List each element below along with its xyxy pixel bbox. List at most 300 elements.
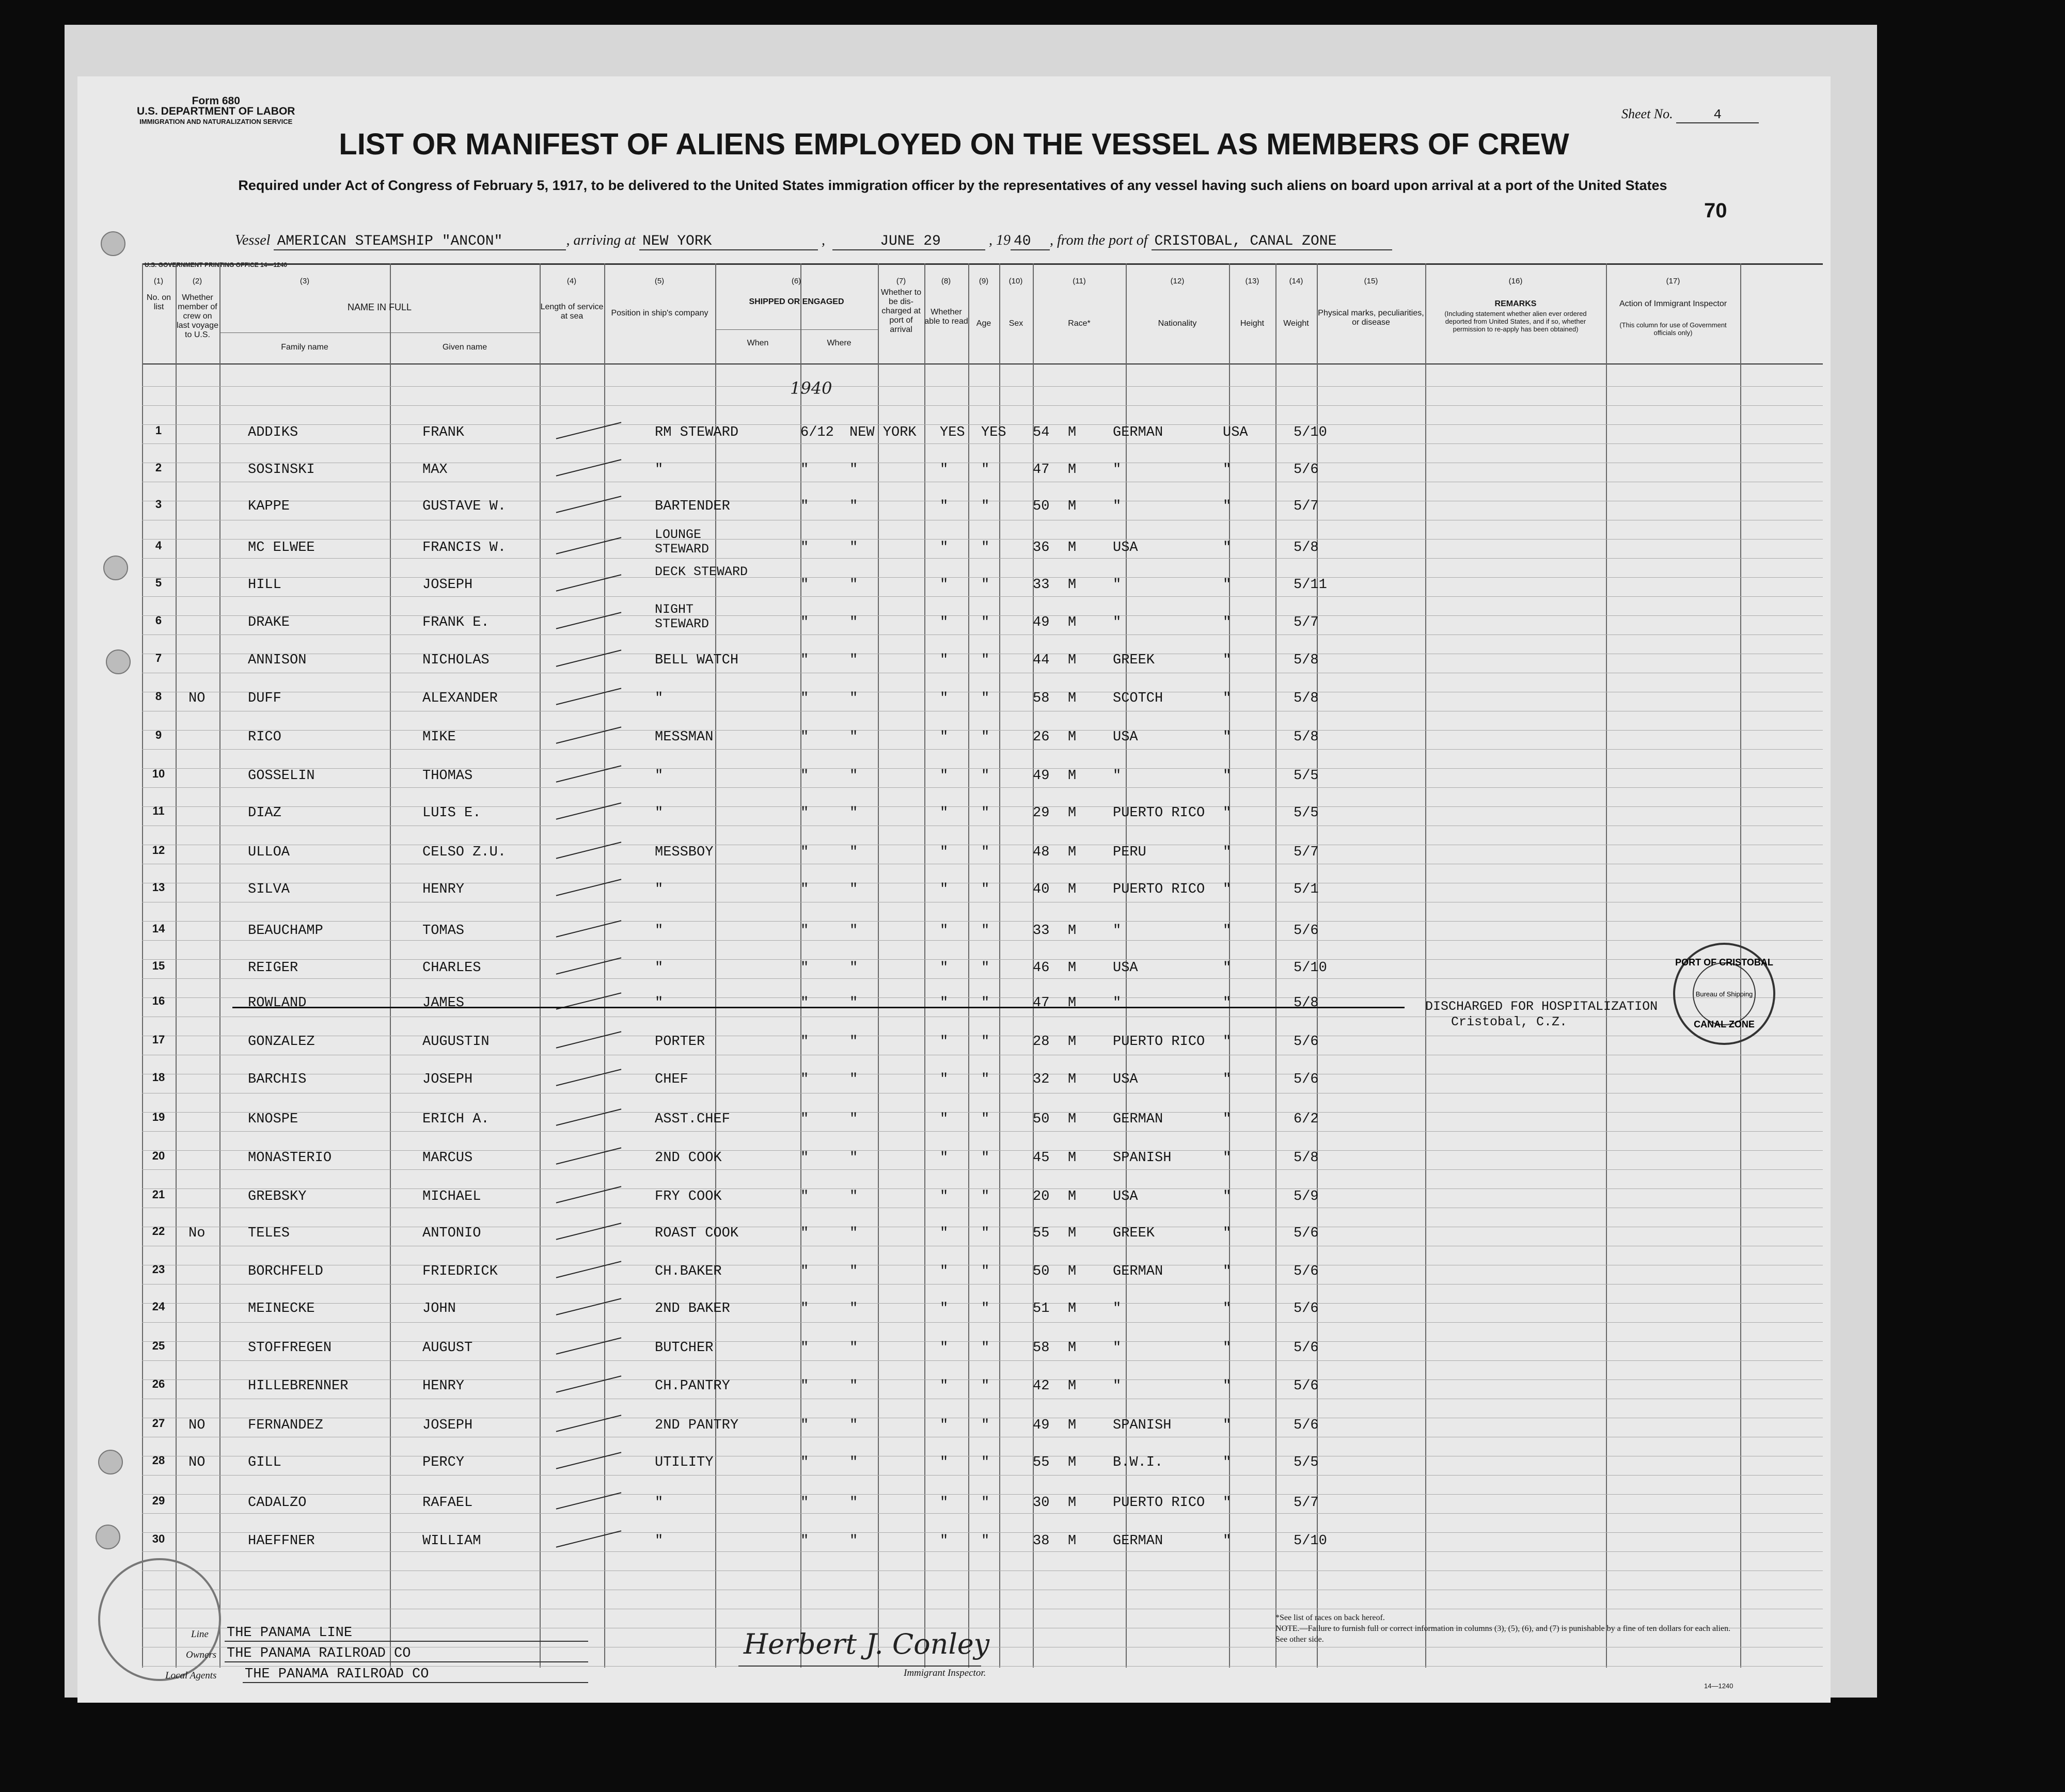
cell-nat: " — [1223, 1495, 1232, 1511]
cell-family: MONASTERIO — [248, 1150, 332, 1166]
cell-when: " — [800, 923, 809, 939]
cell-nat: " — [1223, 768, 1232, 784]
cell-family: ADDIKS — [248, 425, 298, 440]
cell-given: MICHAEL — [422, 1189, 481, 1204]
cell-race: GERMAN — [1113, 425, 1163, 440]
cell-nat: " — [1223, 995, 1232, 1011]
cell-position: CH.PANTRY — [655, 1378, 730, 1394]
ruled-line — [142, 1532, 1823, 1533]
cell-nat: " — [1223, 923, 1232, 939]
ruled-line — [142, 1322, 1823, 1323]
cell-age: 47 — [1033, 462, 1050, 478]
port-stamp — [1673, 943, 1775, 1045]
cell-where: " — [849, 1301, 858, 1317]
cell-sex: M — [1068, 1226, 1077, 1241]
ruled-line — [142, 978, 1823, 979]
cell-sex: M — [1068, 1264, 1077, 1279]
cell-nat: " — [1223, 1226, 1232, 1241]
table-header-border — [142, 363, 1823, 364]
cell-when: " — [800, 1378, 809, 1394]
cell-height: 5/10 — [1294, 1533, 1327, 1549]
cell-sex: M — [1068, 1301, 1077, 1317]
row-number: 2 — [155, 461, 162, 474]
cell-when: " — [800, 577, 809, 593]
cell-age: 48 — [1033, 845, 1050, 860]
cell-sex: M — [1068, 540, 1077, 556]
cell-disch: " — [940, 615, 949, 630]
row-number: 7 — [155, 652, 162, 664]
cell-family: MC ELWEE — [248, 540, 315, 556]
cell-disch: " — [940, 1072, 949, 1087]
cell-where: " — [849, 462, 858, 478]
punch-hole — [101, 231, 125, 256]
cell-when: " — [800, 1301, 809, 1317]
cell-family: SOSINSKI — [248, 462, 315, 478]
cell-height: 5/6 — [1294, 462, 1319, 478]
cell-nat: " — [1223, 1418, 1232, 1433]
cell-race: " — [1113, 615, 1122, 630]
cell-where: " — [849, 882, 858, 897]
cell-age: 30 — [1033, 1495, 1050, 1511]
cell-nat: " — [1223, 653, 1232, 668]
cell-given: NICHOLAS — [422, 653, 490, 668]
column-number: (7) — [896, 277, 906, 286]
inspector-label: Immigrant Inspector. — [904, 1668, 986, 1678]
cell-position: ROAST COOK — [655, 1226, 739, 1241]
cell-nat: " — [1223, 1189, 1232, 1204]
cell-age: 46 — [1033, 960, 1050, 976]
cell-disch: " — [940, 768, 949, 784]
cell-height: 5/8 — [1294, 995, 1319, 1011]
cell-family: DUFF — [248, 691, 281, 706]
cell-where: " — [849, 1150, 858, 1166]
cell-disch: " — [940, 1495, 949, 1511]
cell-sex: M — [1068, 923, 1077, 939]
cell-disch: " — [940, 1455, 949, 1470]
cell-family: KNOSPE — [248, 1112, 298, 1127]
cell-height: 5/6 — [1294, 1418, 1319, 1433]
cell-where: " — [849, 995, 858, 1011]
cell-family: HILLEBRENNER — [248, 1378, 349, 1394]
form-header — [137, 96, 295, 127]
cell-where: " — [849, 1340, 858, 1356]
cell-disch: " — [940, 462, 949, 478]
cell-when: " — [800, 730, 809, 745]
shipped-header-divider — [715, 329, 878, 330]
column-number: (10) — [1008, 277, 1023, 286]
cell-disch: " — [940, 1189, 949, 1204]
cell-height: 5/5 — [1294, 1455, 1319, 1470]
cell-family: STOFFREGEN — [248, 1340, 332, 1356]
cell-position: MESSBOY — [655, 845, 714, 860]
cell-given: CHARLES — [422, 960, 481, 976]
cell-age: 55 — [1033, 1455, 1050, 1470]
ruled-line — [142, 558, 1823, 559]
header-discharged: Whether to be dis-charged at port of arrival — [880, 288, 922, 334]
cell-given: JAMES — [422, 995, 465, 1011]
cell-race: PERU — [1113, 845, 1146, 860]
header-remarks-sub: (Including statement whether alien ever ordered deported from United States, and if so, whether permission to re-apply has been obtained) — [1444, 310, 1587, 333]
length-service-dash — [556, 1261, 622, 1278]
header-weight: Weight — [1283, 319, 1309, 328]
cell-where: " — [849, 923, 858, 939]
cell-height: 5/8 — [1294, 1150, 1319, 1166]
ruled-line — [142, 443, 1823, 444]
row-number: 19 — [152, 1111, 165, 1123]
header-remarks: REMARKS — [1494, 299, 1537, 308]
row-number: 18 — [152, 1071, 165, 1084]
ruled-line — [142, 1551, 1823, 1552]
ruled-line — [142, 539, 1823, 540]
cell-age: 49 — [1033, 1418, 1050, 1433]
header-shipped: SHIPPED OR ENGAGED — [749, 297, 844, 306]
cell-given: ANTONIO — [422, 1226, 481, 1241]
header-position: Position in ship's company — [611, 309, 708, 318]
header-no: No. on list — [146, 293, 171, 311]
cell-read: " — [981, 1340, 990, 1356]
row-number: 5 — [155, 576, 162, 589]
cell-read: " — [981, 1189, 990, 1204]
row-number: 26 — [152, 1377, 165, 1390]
cell-height: 5/11 — [1294, 577, 1327, 593]
cell-race: SPANISH — [1113, 1150, 1172, 1166]
cell-position: NIGHT STEWARD — [655, 602, 710, 631]
cell-disch: " — [940, 1112, 949, 1127]
header-name-full: NAME IN FULL — [347, 302, 412, 312]
cell-family: REIGER — [248, 960, 298, 976]
row-number: 6 — [155, 614, 162, 627]
cell-when: " — [800, 1455, 809, 1470]
cell-given: AUGUSTIN — [422, 1034, 490, 1050]
stamp-art — [1675, 945, 1773, 1043]
length-service-dash — [556, 920, 622, 937]
row-number: 28 — [152, 1454, 165, 1467]
row-number: 24 — [152, 1300, 165, 1313]
cell-sex: M — [1068, 1189, 1077, 1204]
column-number: (5) — [654, 277, 665, 286]
length-service-dash — [556, 957, 622, 974]
ruled-line — [142, 1494, 1823, 1495]
column-number: (17) — [1666, 277, 1680, 286]
owners-value: THE PANAMA RAILROAD CO — [225, 1646, 588, 1662]
cell-when: " — [800, 499, 809, 514]
cell-given: AUGUST — [422, 1340, 473, 1356]
sheet-label: Sheet No. — [1621, 106, 1673, 121]
cell-position: UTILITY — [655, 1455, 714, 1470]
cell-age: 33 — [1033, 577, 1050, 593]
column-divider — [540, 263, 541, 1668]
cell-race: USA — [1113, 1072, 1138, 1087]
cell-position: " — [655, 995, 664, 1011]
cell-where: " — [849, 1072, 858, 1087]
cell-where: " — [849, 1495, 858, 1511]
cell-nat: " — [1223, 577, 1232, 593]
length-service-dash — [556, 1031, 622, 1048]
cell-read: " — [981, 499, 990, 514]
cell-nat: " — [1223, 691, 1232, 706]
cell-where: " — [849, 768, 858, 784]
cell-disch: " — [940, 882, 949, 897]
column-number: (9) — [979, 277, 989, 286]
cell-read: " — [981, 1150, 990, 1166]
cell-height: 5/7 — [1294, 1495, 1319, 1511]
cell-read: " — [981, 768, 990, 784]
note-star: *See list of races on back hereof. — [1275, 1613, 1385, 1622]
punch-hole — [106, 649, 131, 674]
column-number: (2) — [192, 277, 202, 286]
cell-given: JOHN — [422, 1301, 456, 1317]
ruled-line — [142, 959, 1823, 960]
cell-race: PUERTO RICO — [1113, 882, 1205, 897]
cell-disch: " — [940, 1340, 949, 1356]
cell-age: 49 — [1033, 768, 1050, 784]
form-number: Form 680 — [192, 95, 240, 107]
cell-race: " — [1113, 1340, 1122, 1356]
length-service-dash — [556, 688, 622, 705]
cell-height: 5/8 — [1294, 653, 1319, 668]
cell-read: " — [981, 730, 990, 745]
cell-race: GERMAN — [1113, 1112, 1163, 1127]
cell-where: " — [849, 499, 858, 514]
cell-sex: M — [1068, 1340, 1077, 1356]
cell-disch: " — [940, 730, 949, 745]
cell-when: " — [800, 805, 809, 821]
cell-sex: M — [1068, 960, 1077, 976]
cell-read: " — [981, 1112, 990, 1127]
ruled-line — [142, 596, 1823, 597]
cell-nat: " — [1223, 1034, 1232, 1050]
row-number: 3 — [155, 498, 162, 511]
cell-given: THOMAS — [422, 768, 473, 784]
column-divider — [924, 263, 925, 1668]
arriving-label: , arriving at — [566, 232, 636, 248]
cell-age: 20 — [1033, 1189, 1050, 1204]
cell-nat: " — [1223, 1072, 1232, 1087]
cell-race: " — [1113, 923, 1122, 939]
cell-disch: " — [940, 1418, 949, 1433]
column-divider — [1425, 263, 1426, 1668]
length-service-dash — [556, 1375, 622, 1392]
cell-disch: " — [940, 1034, 949, 1050]
cell-read: " — [981, 1034, 990, 1050]
row-number: 9 — [155, 728, 162, 741]
cell-race: GREEK — [1113, 1226, 1155, 1241]
name-header-divider — [219, 332, 540, 333]
agents-label: Local Agents — [165, 1670, 217, 1681]
cell-age: 47 — [1033, 995, 1050, 1011]
length-service-dash — [556, 879, 622, 896]
cell-age: 55 — [1033, 1226, 1050, 1241]
cell-race: " — [1113, 995, 1122, 1011]
cell-height: 5/5 — [1294, 805, 1319, 821]
cell-disch: " — [940, 923, 949, 939]
cell-race: " — [1113, 577, 1122, 593]
cell-read: " — [981, 577, 990, 593]
cell-where: " — [849, 1378, 858, 1394]
cell-read: " — [981, 1301, 990, 1317]
cell-sex: M — [1068, 995, 1077, 1011]
cell-family: FERNANDEZ — [248, 1418, 323, 1433]
cell-where: " — [849, 1455, 858, 1470]
column-number: (3) — [299, 277, 310, 286]
cell-given: GUSTAVE W. — [422, 499, 507, 514]
cell-where: " — [849, 1418, 858, 1433]
cell-family: DIAZ — [248, 805, 281, 821]
cell-family: CADALZO — [248, 1495, 307, 1511]
cell-nat: " — [1223, 845, 1232, 860]
cell-height: 5/8 — [1294, 730, 1319, 745]
header-sex: Sex — [1008, 319, 1023, 328]
cell-given: FRIEDRICK — [422, 1264, 498, 1279]
cell-position: " — [655, 1495, 664, 1511]
cell-family: GREBSKY — [248, 1189, 307, 1204]
cell-when: 6/12 — [800, 425, 834, 440]
row-number: 21 — [152, 1188, 165, 1201]
cell-when: " — [800, 1034, 809, 1050]
stamp-middle: Bureau of Shipping — [1695, 990, 1753, 998]
cell-race: USA — [1113, 540, 1138, 556]
cell-age: 58 — [1033, 691, 1050, 706]
cell-when: " — [800, 1495, 809, 1511]
cell-height: 5/6 — [1294, 1034, 1319, 1050]
ruled-line — [142, 787, 1823, 788]
row-number: 1 — [155, 424, 162, 437]
year-suffix: 40 — [1011, 233, 1050, 250]
header-physical: Physical marks, peculiarities, or disease — [1318, 309, 1424, 327]
cell-height: 5/6 — [1294, 923, 1319, 939]
cell-read: " — [981, 1264, 990, 1279]
column-number: (6) — [791, 277, 801, 286]
length-service-dash — [556, 726, 622, 743]
cell-family: HILL — [248, 577, 281, 593]
cell-age: 49 — [1033, 615, 1050, 630]
cell-height: 5/6 — [1294, 1072, 1319, 1087]
cell-sex: M — [1068, 805, 1077, 821]
column-number: (16) — [1508, 277, 1523, 286]
sheet-value: 4 — [1676, 107, 1759, 123]
cell-crew: NO — [188, 1455, 206, 1470]
cell-position: " — [655, 882, 664, 897]
cell-disch: " — [940, 653, 949, 668]
remarks-location: Cristobal, C.Z. — [1451, 1014, 1568, 1029]
ruled-line — [142, 921, 1823, 922]
cell-crew: NO — [188, 1418, 206, 1433]
header-when: When — [747, 339, 769, 347]
cell-disch: " — [940, 1378, 949, 1394]
cell-age: 40 — [1033, 882, 1050, 897]
cell-position: PORTER — [655, 1034, 705, 1050]
cell-nat: " — [1223, 462, 1232, 478]
sheet-number — [1621, 106, 1759, 123]
cell-when: " — [800, 1226, 809, 1241]
cell-read: " — [981, 462, 990, 478]
column-divider — [968, 263, 969, 1668]
cell-where: " — [849, 845, 858, 860]
line-value: THE PANAMA LINE — [225, 1625, 588, 1642]
cell-disch: " — [940, 960, 949, 976]
cell-when: " — [800, 615, 809, 630]
cell-position: 2ND COOK — [655, 1150, 722, 1166]
row-number: 16 — [152, 994, 165, 1007]
cell-position: CHEF — [655, 1072, 688, 1087]
row-number: 15 — [152, 959, 165, 972]
year-annotation: 1940 — [790, 378, 832, 398]
cell-nat: " — [1223, 805, 1232, 821]
cell-family: ULLOA — [248, 845, 290, 860]
column-divider — [878, 263, 879, 1668]
cell-height: 5/5 — [1294, 768, 1319, 784]
cell-given: WILLIAM — [422, 1533, 481, 1549]
cell-disch: " — [940, 805, 949, 821]
cell-sex: M — [1068, 1378, 1077, 1394]
cell-height: 5/6 — [1294, 1378, 1319, 1394]
from-port: CRISTOBAL, CANAL ZONE — [1152, 233, 1392, 250]
cell-disch: " — [940, 845, 949, 860]
column-number: (13) — [1245, 277, 1259, 286]
page-title: LIST OR MANIFEST OF ALIENS EMPLOYED ON THE VESSEL AS MEMBERS OF CREW — [339, 128, 1569, 161]
cell-position: BUTCHER — [655, 1340, 714, 1356]
cell-given: FRANK E. — [422, 615, 490, 630]
cell-nat: " — [1223, 730, 1232, 745]
cell-where: " — [849, 1226, 858, 1241]
column-divider — [390, 263, 391, 1668]
ruled-line — [142, 386, 1823, 387]
row-number: 30 — [152, 1532, 165, 1545]
cell-age: 26 — [1033, 730, 1050, 745]
cell-where: " — [849, 1533, 858, 1549]
arriving-port: NEW YORK — [639, 233, 818, 250]
length-service-dash — [556, 649, 622, 667]
cell-age: 58 — [1033, 1340, 1050, 1356]
cell-nat: " — [1223, 540, 1232, 556]
cell-read: " — [981, 923, 990, 939]
ruled-line — [142, 1513, 1823, 1514]
vessel-line: Vessel AMERICAN STEAMSHIP "ANCON" , arriving at NEW YORK , JUNE 29 , 19 40 , from the port of CRISTOBAL, CANAL ZONE — [235, 232, 1392, 250]
length-service-dash — [556, 537, 622, 554]
cell-given: MARCUS — [422, 1150, 473, 1166]
cell-when: " — [800, 691, 809, 706]
cell-age: 50 — [1033, 1264, 1050, 1279]
owners-label: Owners — [186, 1650, 217, 1660]
cell-age: 45 — [1033, 1150, 1050, 1166]
cell-when: " — [800, 1150, 809, 1166]
cell-race: B.W.I. — [1113, 1455, 1163, 1470]
cell-sex: M — [1068, 1034, 1077, 1050]
cell-sex: M — [1068, 1112, 1077, 1127]
row-number: 20 — [152, 1149, 165, 1162]
cell-age: 44 — [1033, 653, 1050, 668]
cell-read: " — [981, 540, 990, 556]
cell-race: GERMAN — [1113, 1533, 1163, 1549]
row-number: 11 — [152, 804, 165, 817]
length-service-dash — [556, 1452, 622, 1469]
row-number: 22 — [152, 1225, 165, 1238]
column-divider — [176, 263, 177, 1668]
page-subtitle: Required under Act of Congress of February 5, 1917, to be delivered to the United States immigration officer by the representatives of any vessel having such aliens on board upon arrival at a port of the United States — [238, 178, 1667, 193]
cell-where: " — [849, 1034, 858, 1050]
row-number: 29 — [152, 1494, 165, 1507]
cell-given: JOSEPH — [422, 577, 473, 593]
cell-when: " — [800, 1112, 809, 1127]
cell-given: HENRY — [422, 882, 465, 897]
row-number: 27 — [152, 1417, 165, 1430]
cell-when: " — [800, 653, 809, 668]
cell-family: RICO — [248, 730, 281, 745]
row-number: 13 — [152, 881, 165, 894]
cell-when: " — [800, 540, 809, 556]
length-service-dash — [556, 1223, 622, 1240]
cell-race: PUERTO RICO — [1113, 1034, 1205, 1050]
